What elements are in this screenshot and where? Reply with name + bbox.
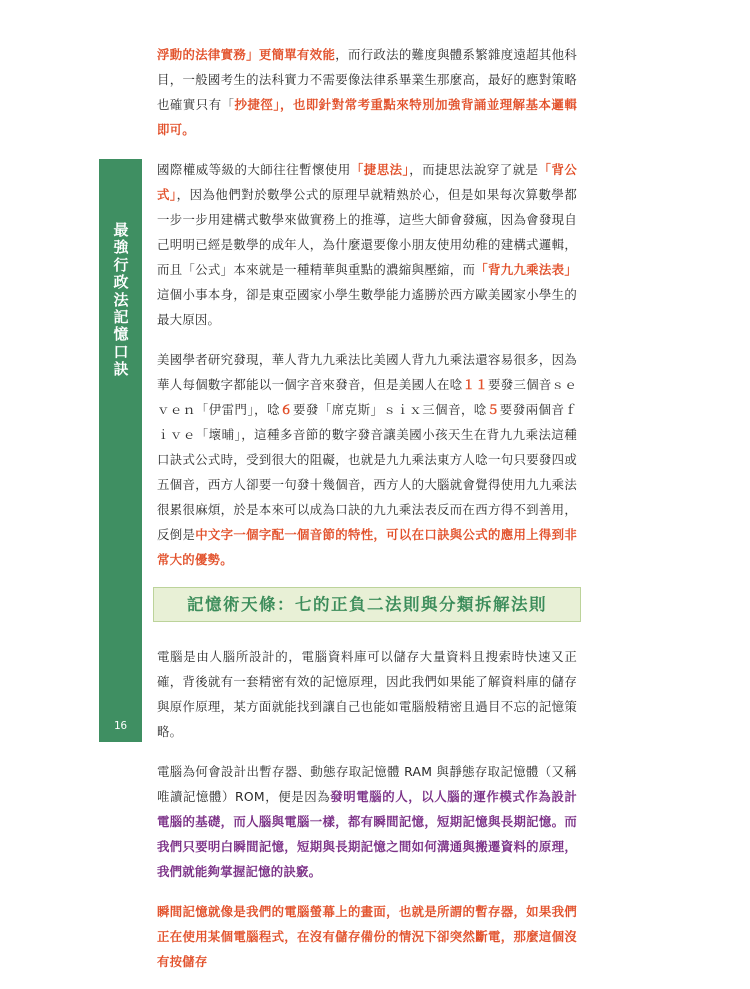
body-text: 電腦為何會設計出暫存器、動態存取記憶體 RAM 與靜態存取記憶體（又稱唯讀記憶體）ROM，便是因為 xyxy=(157,764,577,804)
body-text: 要發兩個音ｆｉｖｅ「壞晡」，這種多音節的數字發音讓美國小孩天生在背九九乘法這種口訣式公式時，受到很大的阻礙，也就是九九乘法東方人唸一句只要發四或五個音，西方人卻要一句發十幾個音，西方人的大腦就會覺得使用九九乘法很累很麻煩，於是本來可以成為口訣的九九乘法表反而在西方得不到善用，反倒是 xyxy=(157,402,578,542)
paragraph-6 xyxy=(157,899,577,974)
paragraph-2 xyxy=(157,157,577,332)
body-text: 國際權威等級的大師往往暫懷使用 xyxy=(157,162,351,177)
body-text: 要發「席克斯」ｓｉｘ三個音，唸 xyxy=(292,402,487,417)
body-text: ，而行政法的難度與體系繁雜度遠超其他科目，一般國考生的法科實力不需要像法律系畢業生那麼高，最好的應對策略也確實只有「 xyxy=(157,47,578,112)
body-text: 電腦是由人腦所設計的，電腦資料庫可以儲存大量資料且搜索時快速又正確，背後就有一套精密有效的記憶原理，因此我們如果能了解資料庫的儲存與原作原理，某方面就能找到讓自己也能如電腦般精密且過目不忘的記憶策略。 xyxy=(157,649,577,739)
paragraph-3 xyxy=(157,347,577,572)
highlight-text: 發明電腦的人，以人腦的運作模式作為設計電腦的基礎，而人腦與電腦一樣，都有瞬間記憶，短期記憶與長期記憶。而我們只要明白瞬間記憶，短期與長期記憶之間如何溝通與搬遷資料的原理，我們就能夠掌握記憶的訣竅。 xyxy=(157,789,578,879)
section-heading-box xyxy=(153,587,581,622)
body-text: 美國學者研究發現，華人背九九乘法比美國人背九九乘法還容易很多，因為華人每個數字都能以一個字音來發音，但是美國人在唸 xyxy=(157,352,577,392)
highlight-text: 「背公式」 xyxy=(157,162,578,202)
main-text xyxy=(157,42,577,989)
body-text: 要發三個音ｓｅｖｅｎ「伊雷門」，唸 xyxy=(157,377,578,417)
section-heading: 記憶術天條：七的正負二法則與分類拆解法則 xyxy=(187,595,547,614)
highlight-number: １１ xyxy=(462,377,488,392)
highlight-number: ５ xyxy=(486,402,500,417)
highlight-text: 瞬間記憶就像是我們的電腦螢幕上的畫面，也就是所謂的暫存器，如果我們正在使用某個電腦程式，在沒有儲存備份的情況下卻突然斷電，那麼這個沒有按儲存 xyxy=(157,904,577,969)
page-number: 16 xyxy=(113,718,128,732)
highlight-text: 「捷思法」 xyxy=(350,162,410,177)
body-text: ，因為他們對於數學公式的原理早就精熟於心，但是如果每次算數學都一步一步用建構式數學來做實務上的推導，這些大師會發瘋，因為會發現自己明明已經是數學的成年人，為什麼還要像小朋友使用幼稚的建構式邏輯，而且「公式」本來就是一種精華與重點的濃縮與壓縮，而 xyxy=(157,187,577,277)
book-title-vertical: 最強行政法記憶口訣 xyxy=(113,221,129,379)
body-text: ，而捷思法說穿了就是 xyxy=(409,162,539,177)
paragraph-1 xyxy=(157,42,577,142)
paragraph-5 xyxy=(157,759,577,884)
highlight-text: 中文字一個字配一個音節的特性，可以在口訣與公式的應用上得到非常大的優勢。 xyxy=(157,527,578,567)
body-text: 這個小事本身，卻是東亞國家小學生數學能力遙勝於西方歐美國家小學生的最大原因。 xyxy=(157,287,577,327)
highlight-text: 「背九九乘法表」 xyxy=(475,262,578,277)
highlight-text: 抄捷徑」，也即針對常考重點來特別加強背誦並理解基本邏輯即可。 xyxy=(157,97,577,137)
paragraph-4 xyxy=(157,644,577,744)
highlight-text: 浮動的法律實務」更簡單有效能 xyxy=(157,47,336,62)
highlight-number: ６ xyxy=(280,402,293,417)
page-number-box xyxy=(99,715,142,735)
